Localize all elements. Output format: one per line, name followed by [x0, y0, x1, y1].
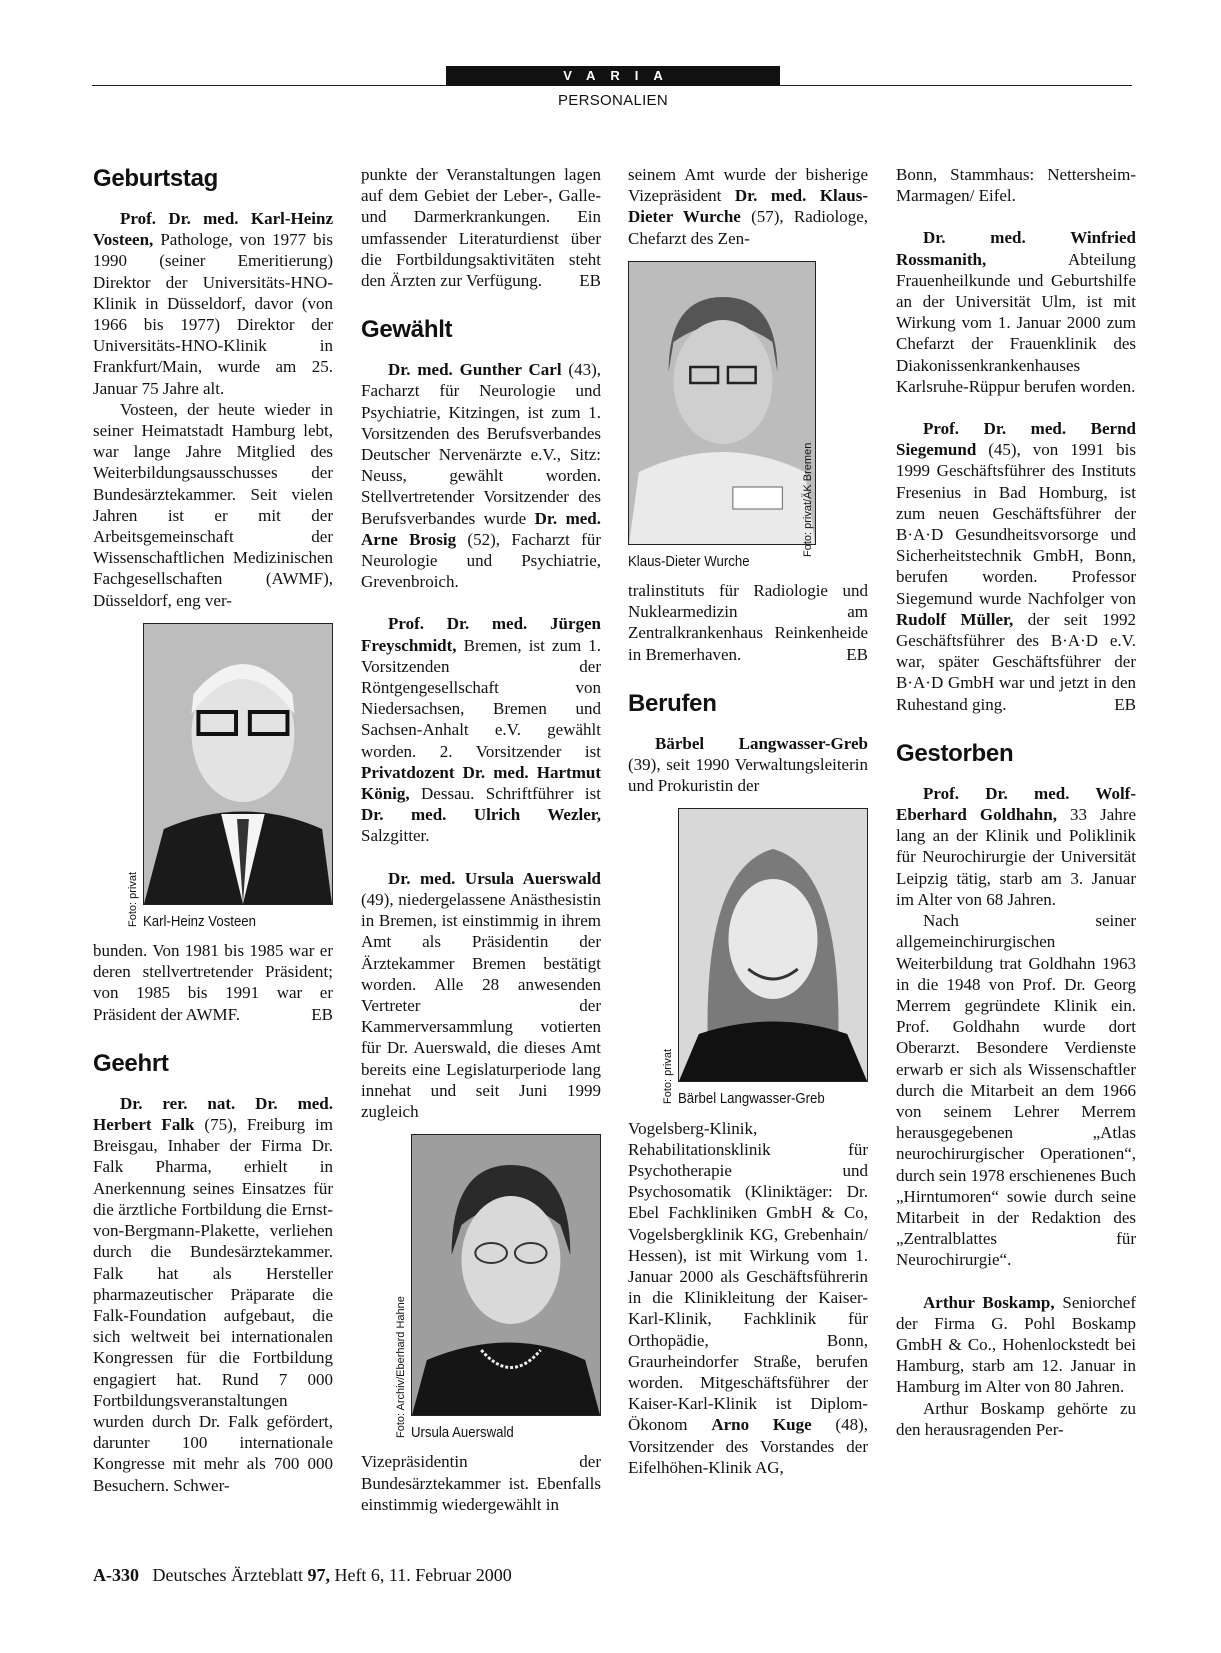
paragraph: Prof. Dr. med. Jürgen Freyschmidt, Bremen, ist zum 1. Vorsitzenden der Röntgengesellschaft von Niedersachsen, Bremen und Sachsen-Anhalt e.V. gewählt worden. 2. Vorsitzender ist Privatdozent Dr. med. Hartmut König, Dessau. Schriftführer ist Dr. med. Ulrich Wezler, Salzgitter. — [361, 614, 601, 846]
column-4 — [896, 164, 1136, 1440]
paragraph: bunden. Von 1981 bis 1985 war er deren stellvertretender Präsident; von 1985 bis 1991 war er Präsident der AWMF. EB — [93, 941, 333, 1024]
heading-gewaehlt: Gewählt — [361, 316, 453, 344]
column-2 — [361, 164, 601, 1515]
paragraph: Prof. Dr. med. Bernd Siegemund (45), von 1991 bis 1999 Geschäftsführer des Instituts Fresenius in Bad Homburg, ist zum neuen Geschäftsführer der B·A·D Gesundheitsvorsorge und Sicherheitstechnik GmbH, Bonn, berufen worden. Professor Siegemund wurde Nachfolger von Rudolf Müller, der seit 1992 Geschäftsführer des B·A·D e.V. war, später Geschäftsführer der B·A·D GmbH war und jetzt in den Ruhestand ging. EB — [896, 419, 1136, 714]
paragraph: Dr. med. Ursula Auerswald (49), niedergelassene Anästhesistin in Bremen, ist einstimmig in ihrem Amt als Präsidentin der Ärztekammer Bremen bestätigt worden. Alle 28 anwesenden Vertreter der Kammerversammlung votierten für Dr. Auerswald, die dieses Amt bereits eine Legislaturperiode lang innehat und seit Juni 1999 zugleich — [361, 868, 601, 1121]
section-label: VARIA — [446, 66, 780, 86]
paragraph: Vogelsberg-Klinik, Rehabilitationsklinik für Psychotherapie und Psychosomatik (Kliniktäger: Dr. Ebel Fachkliniken GmbH & Co, Vogelsbergklinik KG, Grebenhain/ Hessen), ist mit Wirkung vom 1. Januar 2000 als Geschäftsführerin in die Klinikleitung der Kaiser-Karl-Klinik, Fachklinik für Orthopädie, Bonn, Graurheindorfer Straße, berufen worden. Mitgeschäftsführer der Kaiser-Karl-Klinik ist Diplom-Ökonom Arno Kuge (48), Vorsitzender des Vorstandes der Eifelhöhen-Klinik AG, — [628, 1118, 869, 1477]
heading-berufen: Berufen — [628, 689, 717, 717]
figure-wurche: Foto: privat/ÄK Bremen Klaus-Dieter Wurche — [628, 261, 816, 572]
page-footer — [93, 1565, 512, 1586]
paragraph: Arthur Boskamp, Seniorchef der Firma G. Pohl Boskamp GmbH & Co., Hohenlockstedt bei Hamburg, starb am 12. Januar in Hamburg im Alter von 80 Jahren. — [896, 1292, 1137, 1397]
figure-langwasser-greb: Foto: privat Bärbel Langwasser-Greb — [678, 808, 868, 1109]
paragraph: seinem Amt wurde der bisherige Vizepräsident Dr. med. Klaus-Dieter Wurche (57), Radiologe, Chefarzt des Zen- — [628, 165, 868, 248]
portrait-photo — [678, 808, 868, 1082]
journal-name: Deutsches Ärzteblatt — [152, 1565, 303, 1585]
photo-caption: Klaus-Dieter Wurche — [628, 552, 750, 570]
heading-geehrt: Geehrt — [93, 1049, 169, 1077]
paragraph: punkte der Veranstaltungen lagen auf dem Gebiet der Leber-, Galle- und Darmerkrankungen. Ein umfassender Literaturdienst über die Fortbildungsaktivitäten steht den Ärzten zur Verfügung. EB — [361, 165, 601, 291]
figure-vosteen: Foto: privat Karl-Heinz Vosteen — [143, 623, 333, 932]
paragraph: Bonn, Stammhaus: Nettersheim-Marmagen/ Eifel. — [896, 165, 1136, 206]
paragraph: Bärbel Langwasser-Greb (39), seit 1990 Verwaltungsleiterin und Prokuristin der — [628, 733, 868, 796]
subsection-label: PERSONALIEN — [558, 92, 668, 109]
figure-auerswald: Foto: Archiv/Eberhard Hahne Ursula Auerswald — [411, 1134, 601, 1443]
photo-caption: Ursula Auerswald — [411, 1424, 514, 1442]
paragraph: Arthur Boskamp gehörte zu den herausragenden Per- — [896, 1398, 1136, 1439]
column-1 — [93, 164, 333, 1496]
volume: 97, — [307, 1565, 330, 1585]
paragraph: Prof. Dr. med. Wolf-Eberhard Goldhahn, 33 Jahre lang an der Klinik und Poliklinik für Neurochirurgie der Universität Leipzig tätig, starb am 3. Januar im Alter von 68 Jahren. — [896, 783, 1136, 909]
paragraph: Dr. med. Gunther Carl (43), Facharzt für Neurologie und Psychiatrie, Kitzingen, ist zum 1. Vorsitzenden des Berufsverbandes Deutscher Nervenärzte e.V., Sitz: Neuss, gewählt worden. Stellvertretender Vorsitzender des Berufsverbandes wurde Dr. med. Arne Brosig (52), Facharzt für Neurologie und Psychiatrie, Grevenbroich. — [361, 360, 602, 592]
paragraph: tralinstituts für Radiologie und Nuklearmedizin am Zentralkrankenhaus Reinkenheide in Bremerhaven. EB — [628, 581, 868, 664]
paragraph: Nach seiner allgemeinchirurgischen Weiterbildung trat Goldhahn 1963 in die 1948 von Prof. Dr. Georg Merrem gegründete Klinik ein. Prof. Goldhahn wurde dort Oberarzt. Besondere Verdienste erwarb er sich als Wissenschaftler durch die Mitarbeit an dem 1966 von seinem Lehrer Merrem herausgegebenen „Atlas neurochirurgischer Operationen“, durch sein 1978 erschienenes Buch „Hirntumoren“ sowie durch seine Mitarbeit in der Redaktion des „Zentralblattes für Neurochirurgie“. — [896, 911, 1136, 1270]
issue-info: Heft 6, 11. Februar 2000 — [334, 1565, 512, 1585]
paragraph: Vosteen, der heute wieder in seiner Heimatstadt Hamburg lebt, war lange Jahre Mitglied des Weiterbildungsausschusses der Bundesärztekammer. Seit vielen Jahren ist er mit der Arbeitsgemeinschaft der Wissenschaftlichen Medizinischen Fachgesellschaften (AWMF), Düsseldorf, eng ver- — [93, 399, 333, 610]
heading-gestorben: Gestorben — [896, 739, 1014, 767]
column-3 — [628, 164, 868, 1478]
paragraph: Prof. Dr. med. Karl-Heinz Vosteen, Pathologe, von 1977 bis 1990 (seiner Emeritierung) Direktor der Universitäts-HNO-Klinik in Düsseldorf, davor (von 1966 bis 1977) Direktor der Universitäts-HNO-Klinik in Frankfurt/Main, wurde am 25. Januar 75 Jahre alt. — [93, 209, 333, 398]
paragraph: Vizepräsidentin der Bundesärztekammer ist. Ebenfalls einstimmig wiedergewählt in — [361, 1452, 601, 1514]
photo-caption: Karl-Heinz Vosteen — [143, 912, 256, 930]
paragraph: Dr. med. Winfried Rossmanith, Abteilung Frauenheilkunde und Geburtshilfe an der Universität Ulm, ist mit Wirkung vom 1. Januar 2000 zum Chefarzt der Frauenklinik des Diakonissenkrankenhauses Karlsruhe-Rüppur berufen worden. — [896, 228, 1136, 396]
portrait-photo — [411, 1134, 601, 1416]
paragraph: Dr. rer. nat. Dr. med. Herbert Falk (75), Freiburg im Breisgau, Inhaber der Firma Dr. Falk Pharma, erhielt in Anerkennung seines Einsatzes für die ärztliche Fortbildung die Ernst-von-Bergmann-Plakette, verliehen durch die Bundesärztekammer. Falk hat als Hersteller pharmazeutischer Präparate die Falk-Foundation aufgebaut, die sich weltweit bei internationalen Kongressen für die Fortbildung engagiert hat. Rund 7 000 Fortbildungsveranstaltungen wurden durch Dr. Falk gefördert, darunter 100 internationale Kongresse mit mehr als 700 000 Besuchern. Schwer- — [93, 1093, 333, 1495]
portrait-photo — [143, 623, 333, 905]
page-number: A-330 — [93, 1565, 139, 1585]
portrait-photo — [628, 261, 816, 545]
heading-geburtstag: Geburtstag — [93, 165, 219, 192]
photo-caption: Bärbel Langwasser-Greb — [678, 1090, 825, 1108]
